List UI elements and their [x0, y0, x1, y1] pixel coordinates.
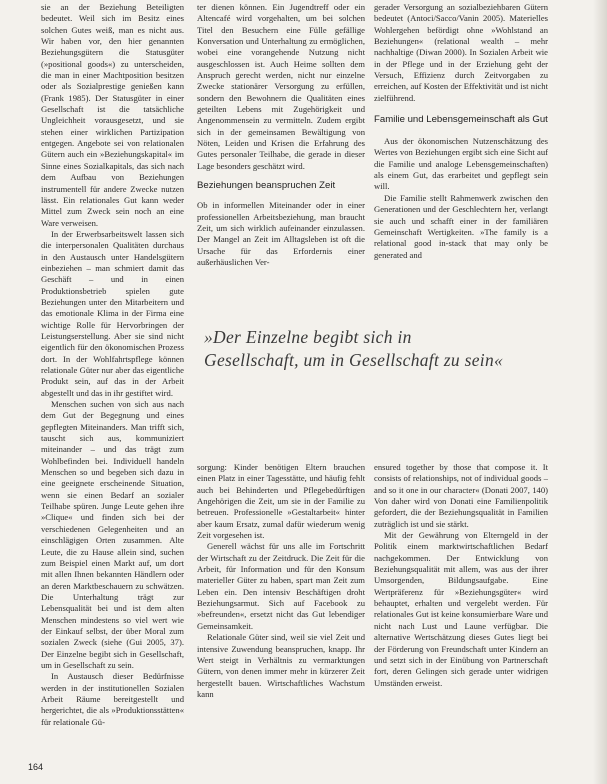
- paragraph: In Austausch dieser Bedürfnisse werden in der institutionellen Sozialen Arbeit Räume bereitgestellt und hergerichtet, die als »Produktionsstätten« für relationale Gü-: [41, 671, 184, 727]
- paragraph: ter dienen können. Ein Jugendtreff oder ein Altencafé wird vorgehalten, um bei solchen Titel den Besuchern eine Fülle gefällige Konversation und Unterhaltung zu ermöglichen, wobei eine vorangehende Nutzung nicht ausgeschlossen ist. Auch Heime sollten dem Anspruch gerecht werden, nicht nur einzelne Zwecke stationärer Versorgung zu erfüllen, sondern den Bewohnern die Qualitäten eines geteilten Lebens mit Zugehörigkeit und Angenommensein zu vermitteln. Zudem ergibt sich in der gemeinsamen Bewältigung von Nöten, Leiden und Krisen die Erfahrung des Gutes personaler Teilhabe, die gerade in dieser Lage besonders geschätzt wird.: [197, 2, 365, 171]
- paragraph: Relationale Güter sind, weil sie viel Zeit und intensive Zuwendung beanspruchen, knapp. Ihr Wert steigt in Verhältnis zu vermarktungen Gütern, von denen immer mehr in kürzerer Zeit hergestellt bauen. Wirtschaftliches Wachstum kann: [197, 632, 365, 699]
- paragraph: gerader Versorgung an sozialbeziehbaren Gütern bedeutet (Antoci/Sacco/Vanin 2005). Materielles Wohlergehen befördigt ohne »Wohlstand an Beziehungen« (relational wealth – mehr nachhaltige (Diwan 2000). In Sozialen Arbeit wie in der Pflege und in der Erziehung geht der Versuch, Effizienz durch Zeitvorgaben zu erreichen, auf Kosten der Effektivität und ist nicht zielführend.: [374, 2, 548, 103]
- page-number: 164: [28, 762, 44, 772]
- paragraph: sorgung: Kinder benötigen Eltern brauchen einen Platz in einer Tagesstätte, und häufig fehlt auch bei Behinderten und Pflegebedürftigen Angehörigen die Zeit, um sie in der Familie zu betreuen. Professionelle »Gestaltarbeit« hinter aber kaum Ersatz, zumal dafür wiederum wenig Zeit vorgesehen ist.: [197, 462, 365, 541]
- paragraph: Die Familie stellt Rahmenwerk zwischen den Generationen und der Geschlechtern her, verlangt sie auch und schafft einer in der familiären Gemeinschaft Wertigkeiten. »The family is a relational good in-stack that may only be generated and: [374, 192, 548, 260]
- text-column-middle-bottom: [197, 462, 365, 762]
- text-column-left: [41, 2, 184, 762]
- paragraph: Generell wächst für uns alle im Fortschritt der Wirtschaft zu der Zeitdruck. Die Zeit für die Arbeit, für Information und für den Konsum materieller Güter zu haben, spart man Zeit zum Leben ein. Den intensiv Beschäftigen droht Beziehungsarmut. Sich auf Facebook zu »befreunden«, ersetzt nicht das Gut lebendiger Gemeinsamkeit.: [197, 541, 365, 631]
- section-heading: Beziehungen beanspruchen Zeit: [197, 180, 336, 192]
- paragraph: ensured together by those that compose it. It consists of relationships, not of individual goods – and so it one in our character« (Donati 2007, 140) Von daher wird von Donati eine Familienpolitik gefordert, die der Beziehungsqualität in Familien zuträglich ist und sie stärkt.: [374, 462, 548, 529]
- paragraph: sie an der Beziehung Beteiligten bedeutet. Weil sich im Besitz eines solchen Gutes weiß, man es nicht aus. Wir haben vor, den hier genannten Beziehungsgütern die Statusgüter (»positional goods«) zu unterscheiden, die man in einer Machtposition besitzen oder als Sozialprestige genießen kann (Frank 1985). Der Statusgüter in einer Gesellschaft ist die tatsächliche Ungleichheit vorausgesetzt, und sie stehen einer wirklichen Partizipation entgegen. Angebote sei von relationalen Gütern auch ein »Beziehungskapital« im Sinne eines Sozialkapitals, das sich nach dem Aufbau von Beziehungen instrumentell für andere Zwecke nutzen lässt. Ein relationales Gut kann weder Mittel zum Zweck sein noch an eine Ware verweisen.: [41, 2, 184, 228]
- pull-quote: »Der Einzelne begibt sich in Gesellschaft, um in Gesellschaft zu sein«: [204, 327, 504, 370]
- section-heading: Familie und Lebensgemeinschaft als Gut: [374, 114, 548, 126]
- page-edge-shadow: [593, 0, 607, 784]
- text-column-right-top: [374, 2, 548, 275]
- text-column-right-bottom: [374, 462, 548, 762]
- text-column-middle-top: [197, 2, 365, 275]
- paragraph: Menschen suchen von sich aus nach dem Gut der Begegnung und eines gepflegten Miteinanders. Man trifft sich, tauscht sich aus, kommuniziert miteinander – und das trägt zum Wohlbefinden bei. Individuell handeln Menschen so und begeben sich dazu in eine geeignete erscheinende Situation, wenn sie einen Bedarf an sozialer Teilhabe spüren. Junge Leute gehen ihre »Clique« und finden sich bei der verschiedenen Gelegenheiten und an einschlägigen Orten zusammen. Alte Leute, die zu Hause allein sind, suchen zum Beispiel einen Markt auf, um dort mit allen Ihnen bekannten Händlern oder an deren Marktbeschauern zu schwätzen. Die Unterhaltung trägt zur Lebensqualität bei und ist dem alten Menschen mindestens so viel wert wie der Einkauf selbst, der über Moral zum sozialen Zweck (siehe (Gui 2005, 37). Der Einzelne begibt sich in Gesellschaft, um in Gesellschaft zu sein.: [41, 399, 184, 670]
- paragraph: In der Erwerbsarbeitswelt lassen sich die interpersonalen Qualitäten durchaus in den Austausch unter Handelsgütern einbeziehen – man schmiert damit das Geschäft – und in einen Produktionsbetrieb spielen gute Beziehungen unter den Mitarbeitern und das emotionale Klima in der Firma eine wichtige Rolle für Hervorbringen der Leistungserstellung. Aber sie sind nicht eigentlich für den ökonomischen Prozess dort. In der Wohlfahrtspflege können relationale Güter nur aber das eigentliche Produkt sein, auf das in der Arbeit abgestellt und das in ihr gestiftet wird.: [41, 228, 184, 398]
- paragraph: Ob in informellen Miteinander oder in einer professionellen Arbeitsbeziehung, man braucht Zeit, um sich wirklich aufeinander einzulassen. Der Mangel an Zeit im Alltagsleben ist oft die Ursache für das Erfordernis einer außerhäuslichen Ver-: [197, 200, 365, 267]
- paragraph: Aus der ökonomischen Nutzenschätzung des Wertes von Beziehungen ergibt sich eine Sicht auf die Familie und analoge Lebensgemeinschaften) als einem Gut, das erarbeitet und gepflegt sein will.: [374, 136, 548, 192]
- paragraph: Mit der Gewährung von Elterngeld in der Politik einem marktwirtschaftlichen Bedarf nachgekommen. Der Entwicklung von Beziehungsqualität mit allem, was aus der ihrer Umsorgenden, Bildungsaufgabe. Eine Wertpräferenz für »Beziehungsgüter« wird behauptet, erhalten und vergelebt werden. Für relationales Gut ist keine konsumierbare Ware und nicht nach Lust und Laune verfügbar. Die alternative Wertschätzung dieses Gutes liegt bei der Förderung von Freundschaft unter Kindern an und setzt sich in der Einübung von Partnerschaft fort, deren Gelingen sich gerade unter widrigen Umständen erweist.: [374, 530, 548, 688]
